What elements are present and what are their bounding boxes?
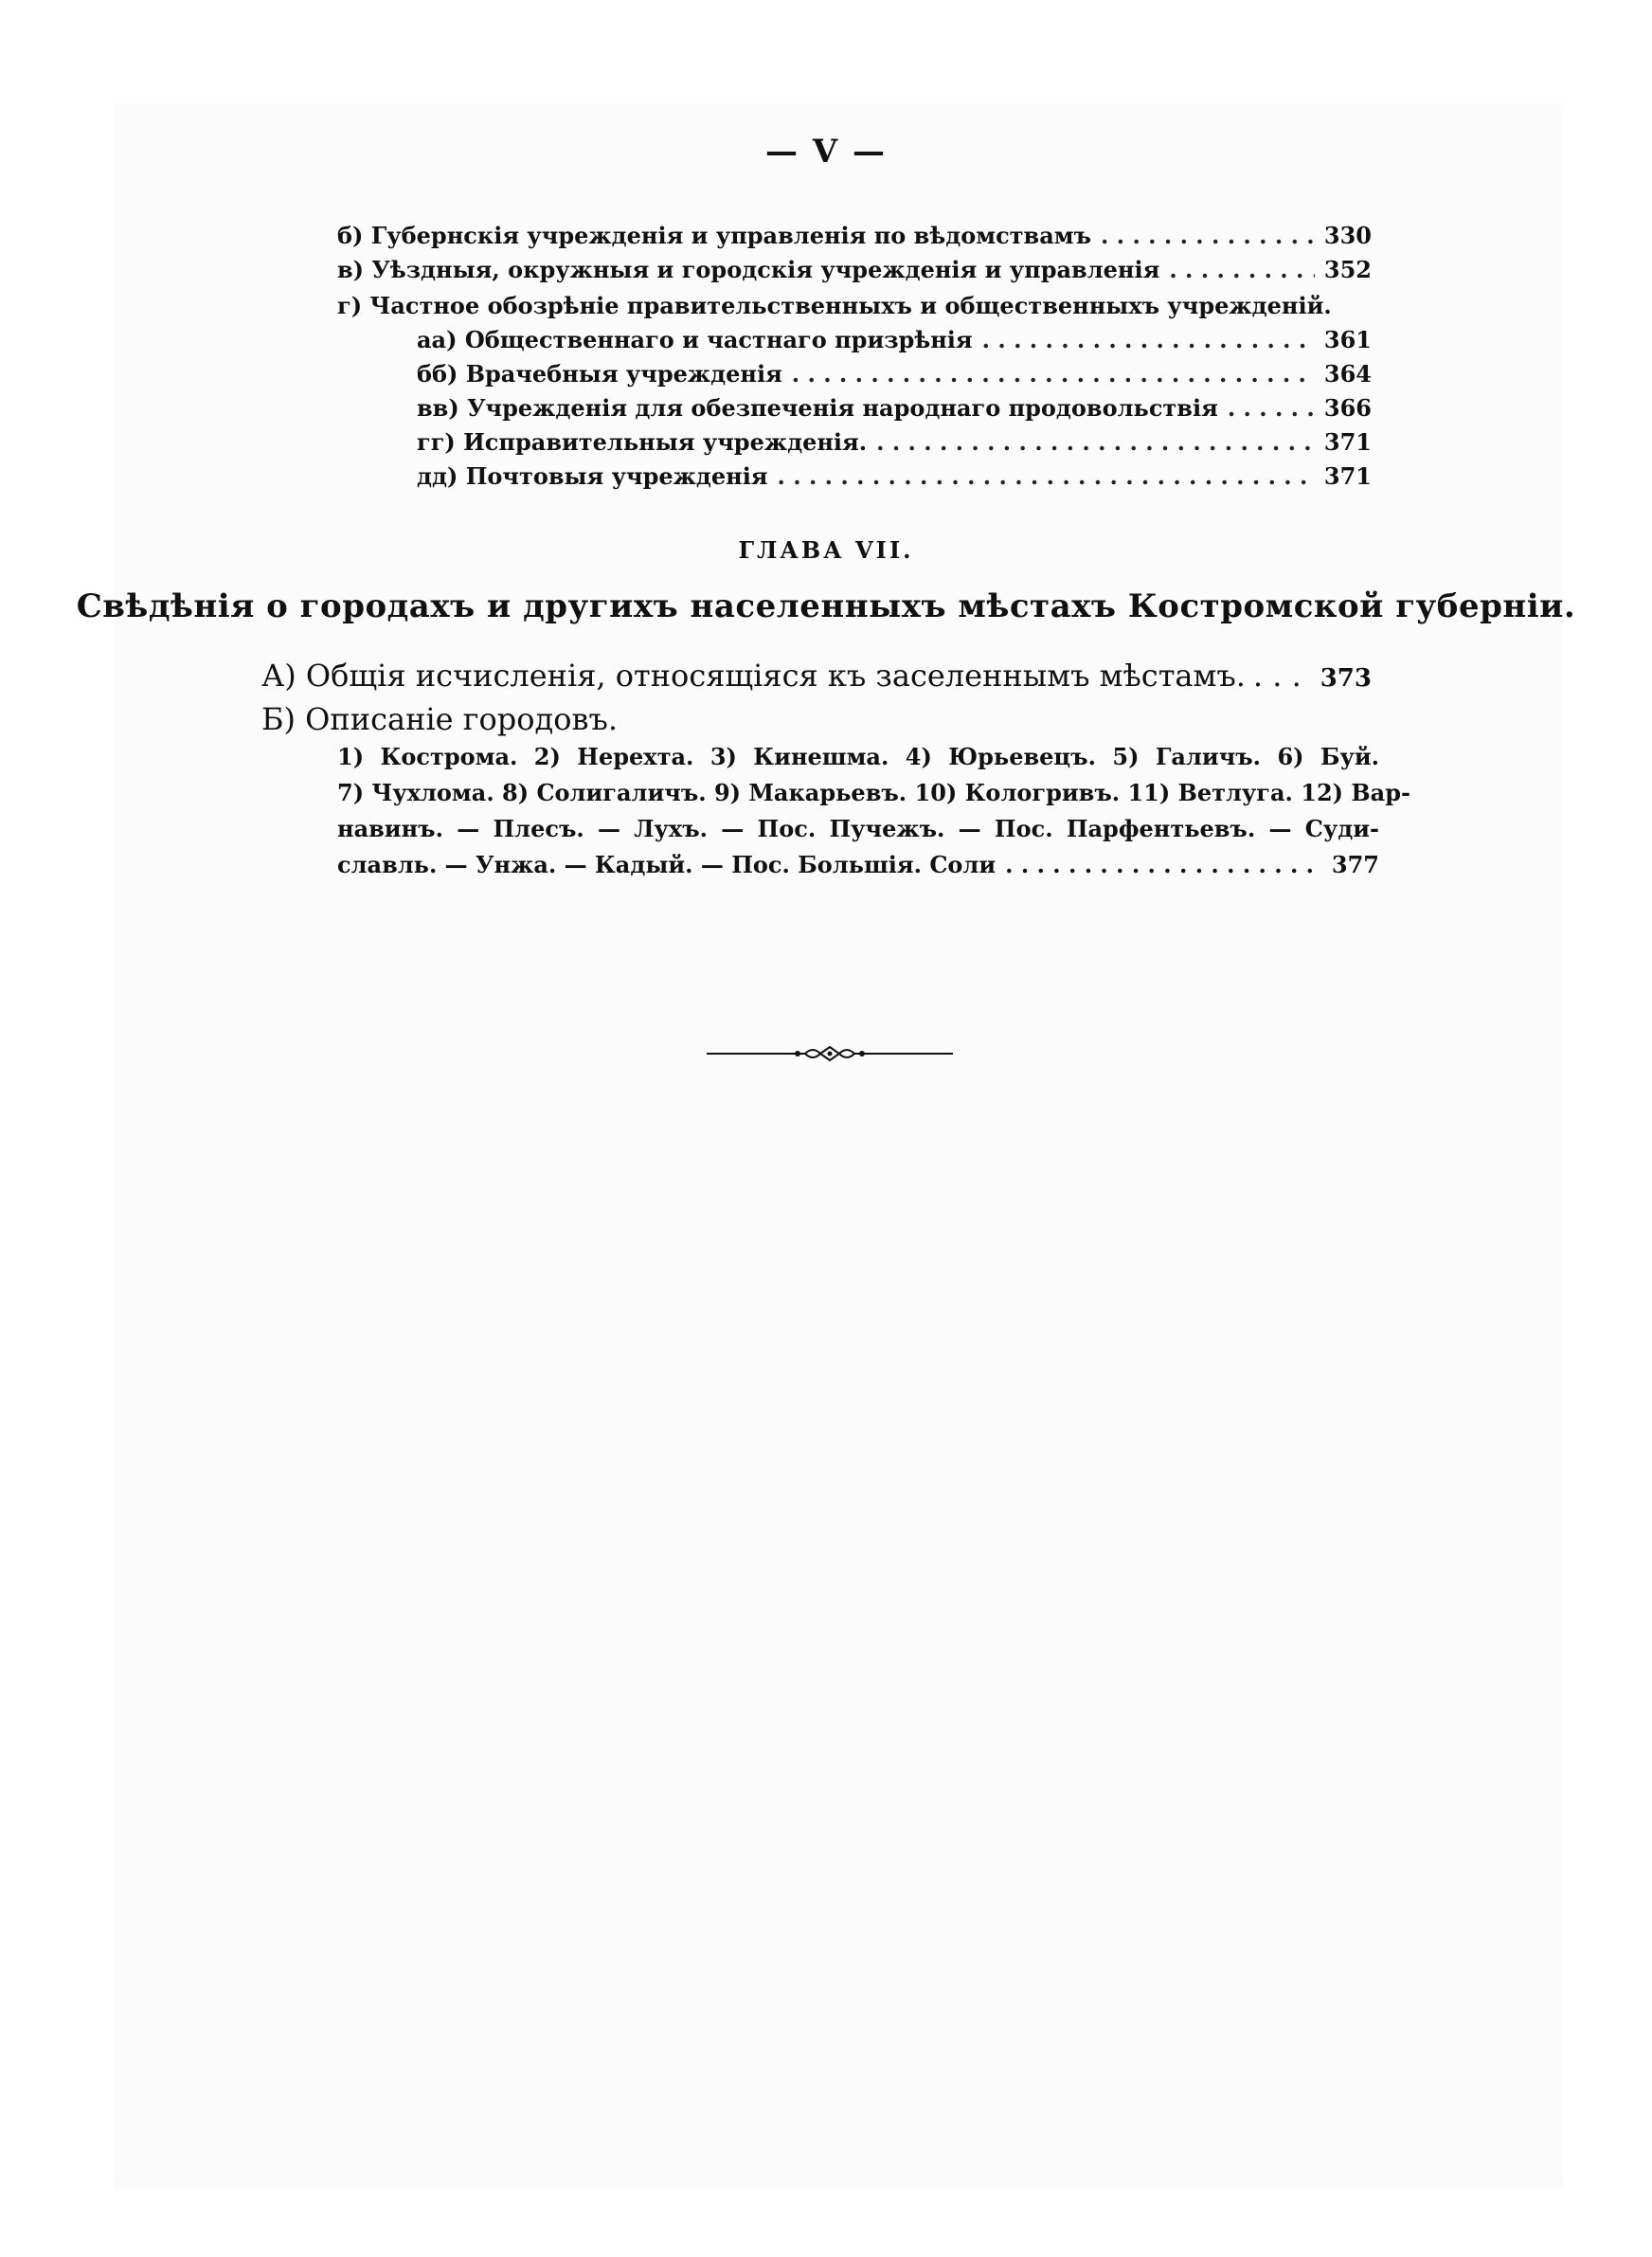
- toc-entry: [337, 222, 1372, 249]
- toc-subentry-label: бб) Врачебныя учрежденія: [417, 360, 782, 388]
- dot-leader: [792, 360, 1315, 388]
- cities-list: [337, 739, 1410, 883]
- toc-subentry-label: вв) Учрежденія для обезпеченія народнаго продовольствія: [417, 394, 1218, 422]
- toc-subentry: [417, 360, 1372, 388]
- toc-subentry-page: 371: [1323, 462, 1372, 490]
- toc-entry-label: б) Губернскія учрежденія и управленія по вѣдомствамъ: [337, 222, 1092, 249]
- toc-subentry: [417, 428, 1372, 456]
- cities-line: навинъ. — Плесъ. — Лухъ. — Пос. Пучежъ. — Пос. Парфентьевъ. — Суди-: [337, 815, 1379, 842]
- dot-leader: [1253, 658, 1313, 694]
- cities-line: славль. — Унжа. — Кадый. — Пос. Большія. Соли: [337, 851, 997, 878]
- chapter-label: ГЛАВА VII.: [738, 536, 914, 564]
- toc-entry-page: 330: [1323, 222, 1372, 249]
- toc-subentry-page: 361: [1323, 326, 1372, 353]
- page-number: — V —: [764, 133, 888, 171]
- cities-line-last: [337, 847, 1379, 883]
- toc-subentry: [417, 394, 1372, 422]
- toc-subentry: [417, 326, 1372, 353]
- toc-subentry-page: 371: [1323, 428, 1372, 456]
- cities-page: 377: [1331, 851, 1379, 878]
- toc-subentry-label: гг) Исправительныя учрежденія.: [417, 428, 868, 456]
- toc-group-heading: г) Частное обозрѣніе правительственныхъ и общественныхъ учрежденій.: [337, 292, 1332, 319]
- toc-entry-label: в) Уѣздныя, окружныя и городскія учрежденія и управленія: [337, 256, 1160, 283]
- dot-leader: [982, 326, 1315, 353]
- section-b-heading: [261, 701, 618, 737]
- cities-line: 1) Кострома. 2) Нерехта. 3) Кинешма. 4) Юрьевецъ. 5) Галичъ. 6) Буй.: [337, 743, 1379, 770]
- toc-subentry-page: 366: [1323, 394, 1372, 422]
- toc-subentry: [417, 462, 1372, 490]
- ornamental-divider-icon: [707, 1042, 953, 1065]
- cities-line: 7) Чухлома. 8) Солигаличъ. 9) Макарьевъ. 10) Кологривъ. 11) Ветлуга. 12) Вар-: [337, 779, 1410, 806]
- toc-entry: [337, 256, 1372, 283]
- section-a-page: 373: [1320, 664, 1372, 693]
- chapter-title: Свѣдѣнія о городахъ и другихъ населенныхъ мѣстахъ Костромской губерніи.: [76, 587, 1576, 625]
- section-a-label: А) Общія исчисленія, относящіяся къ заселеннымъ мѣстамъ.: [261, 658, 1246, 694]
- section-b-label: Б) Описаніе городовъ.: [261, 701, 619, 737]
- dot-leader: [1101, 222, 1315, 249]
- section-a-entry: [261, 658, 1372, 694]
- dot-leader: [778, 462, 1315, 490]
- dot-leader: [876, 428, 1315, 456]
- dot-leader: [1169, 256, 1315, 283]
- dot-leader: [1005, 847, 1322, 883]
- toc-subentry-label: аа) Общественнаго и частнаго призрѣнія: [417, 326, 973, 353]
- toc-subentry-label: дд) Почтовыя учрежденія: [417, 462, 768, 490]
- toc-entry-page: 352: [1323, 256, 1372, 283]
- dot-leader: [1228, 394, 1315, 422]
- toc-subentry-page: 364: [1323, 360, 1372, 388]
